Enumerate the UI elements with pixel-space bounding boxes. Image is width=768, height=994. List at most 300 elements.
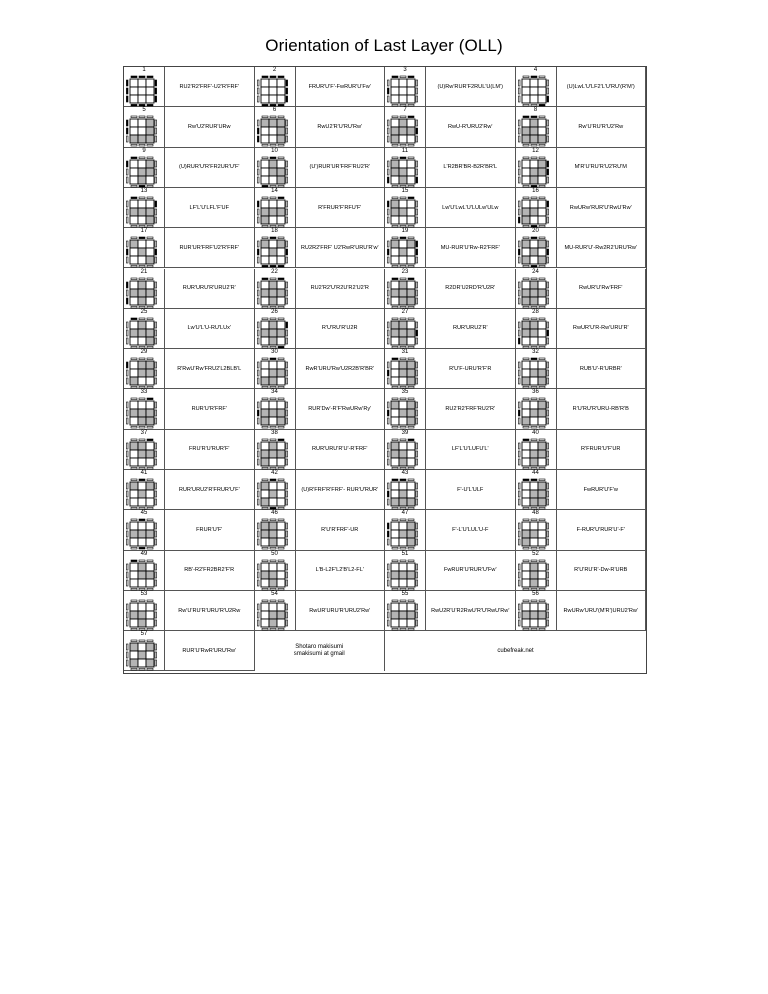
sticker-2 <box>269 603 277 611</box>
oll-case-cell <box>516 188 647 228</box>
oll-case-diagram <box>386 75 424 107</box>
sticker-1 <box>391 321 399 329</box>
oll-case-diagram <box>517 317 555 349</box>
side-indicator <box>131 398 137 400</box>
oll-case-cell <box>516 551 647 591</box>
sticker-9 <box>277 176 285 184</box>
sticker-9 <box>277 538 285 546</box>
side-indicator <box>270 398 276 400</box>
oll-case-diagram <box>256 317 294 349</box>
oll-case-diagram <box>386 478 424 510</box>
case-number: 11 <box>401 147 409 154</box>
side-indicator <box>539 467 545 469</box>
sticker-6 <box>277 490 285 498</box>
side-indicator <box>531 145 537 147</box>
case-number: 19 <box>401 228 409 235</box>
algorithm-text: RUR'URU2'R'FRUR'U'F' <box>178 486 240 493</box>
side-indicator <box>531 628 537 630</box>
sticker-9 <box>277 417 285 425</box>
side-indicator <box>387 572 389 578</box>
sticker-8 <box>399 176 407 184</box>
sticker-4 <box>522 329 530 337</box>
sticker-4 <box>130 490 138 498</box>
side-indicator <box>392 145 398 147</box>
side-indicator <box>155 217 157 223</box>
author-email: smakisumi at gmail <box>293 651 345 658</box>
oll-case-diagram <box>386 277 424 309</box>
sticker-1 <box>522 563 530 571</box>
case-number: 29 <box>140 349 148 356</box>
side-indicator <box>518 88 520 94</box>
sticker-1 <box>261 361 269 369</box>
side-indicator <box>155 483 157 489</box>
side-indicator <box>286 620 288 626</box>
side-indicator <box>139 669 145 671</box>
sticker-4 <box>261 571 269 579</box>
side-indicator <box>131 427 137 429</box>
sticker-6 <box>407 87 415 95</box>
side-indicator <box>286 531 288 537</box>
side-indicator <box>416 217 418 223</box>
sticker-4 <box>391 208 399 216</box>
side-indicator <box>400 76 406 78</box>
side-indicator <box>392 386 398 388</box>
sticker-3 <box>407 401 415 409</box>
sticker-3 <box>146 79 154 87</box>
oll-case-cell <box>255 430 386 470</box>
side-indicator <box>518 241 520 247</box>
case-number: 12 <box>532 147 539 154</box>
side-indicator <box>270 560 276 562</box>
algorithm-text: RwU-R'URU2'Rw' <box>447 123 493 130</box>
sticker-9 <box>538 538 546 546</box>
side-indicator <box>155 459 157 465</box>
side-indicator <box>547 378 549 384</box>
oll-case-diagram <box>517 559 555 591</box>
side-indicator <box>126 459 128 465</box>
sticker-7 <box>391 579 399 587</box>
case-number: 40 <box>532 429 539 436</box>
sticker-1 <box>522 321 530 329</box>
side-indicator <box>155 620 157 626</box>
sticker-5 <box>269 409 277 417</box>
side-indicator <box>257 499 259 505</box>
side-indicator <box>270 225 276 227</box>
sticker-7 <box>130 579 138 587</box>
sticker-6 <box>277 369 285 377</box>
sticker-8 <box>530 256 538 264</box>
side-indicator <box>539 278 545 280</box>
side-indicator <box>270 386 276 388</box>
sticker-3 <box>538 361 546 369</box>
sticker-7 <box>130 297 138 305</box>
side-indicator <box>155 330 157 336</box>
side-indicator <box>416 88 418 94</box>
sticker-3 <box>407 482 415 490</box>
sticker-8 <box>530 95 538 103</box>
side-indicator <box>155 201 157 207</box>
side-indicator <box>286 128 288 134</box>
side-indicator <box>416 604 418 610</box>
side-indicator <box>400 560 406 562</box>
algorithm-text: Rw'U'RU'R'URU'R'U2Rw <box>178 607 241 614</box>
sticker-5 <box>399 329 407 337</box>
side-indicator <box>531 507 537 509</box>
oll-case-cell <box>516 389 647 429</box>
sticker-3 <box>277 119 285 127</box>
side-indicator <box>416 338 418 344</box>
side-indicator <box>539 237 545 239</box>
side-indicator <box>539 157 545 159</box>
case-number: 3 <box>403 67 407 73</box>
algorithm-text: R'FRUR'F'RFU'F' <box>318 204 362 211</box>
sticker-7 <box>261 256 269 264</box>
sticker-8 <box>530 135 538 143</box>
side-indicator <box>155 322 157 328</box>
sticker-6 <box>538 369 546 377</box>
sticker-7 <box>130 377 138 385</box>
side-indicator <box>155 499 157 505</box>
sticker-2 <box>138 563 146 571</box>
side-indicator <box>139 157 145 159</box>
algorithm-text: RwU2'R'U'RU'Rw' <box>317 123 363 130</box>
sticker-8 <box>530 337 538 345</box>
sticker-8 <box>399 337 407 345</box>
sticker-7 <box>391 619 399 627</box>
side-indicator <box>523 600 529 602</box>
sticker-8 <box>399 216 407 224</box>
oll-case-cell <box>516 309 647 349</box>
side-indicator <box>531 386 537 388</box>
sticker-2 <box>269 522 277 530</box>
side-indicator <box>416 161 418 167</box>
sticker-8 <box>138 337 146 345</box>
side-indicator <box>126 209 128 215</box>
sticker-2 <box>399 603 407 611</box>
side-indicator <box>531 237 537 239</box>
sticker-9 <box>277 619 285 627</box>
sticker-3 <box>538 240 546 248</box>
sticker-3 <box>146 563 154 571</box>
sticker-6 <box>277 87 285 95</box>
side-indicator <box>126 483 128 489</box>
sticker-6 <box>146 329 154 337</box>
sticker-8 <box>399 377 407 385</box>
oll-case-cell <box>255 148 386 188</box>
side-indicator <box>286 539 288 545</box>
sticker-9 <box>146 216 154 224</box>
case-number: 10 <box>271 147 278 154</box>
side-indicator <box>400 278 406 280</box>
side-indicator <box>278 266 284 268</box>
side-indicator <box>278 197 284 199</box>
side-indicator <box>518 572 520 578</box>
sticker-2 <box>530 482 538 490</box>
side-indicator <box>126 378 128 384</box>
sticker-7 <box>261 135 269 143</box>
sticker-5 <box>530 369 538 377</box>
side-indicator <box>270 628 276 630</box>
side-indicator <box>257 491 259 497</box>
side-indicator <box>270 346 276 348</box>
oll-case-diagram <box>517 357 555 389</box>
sticker-5 <box>138 329 146 337</box>
side-indicator <box>392 306 398 308</box>
sticker-4 <box>522 127 530 135</box>
sticker-8 <box>138 135 146 143</box>
side-indicator <box>147 507 153 509</box>
side-indicator <box>262 225 268 227</box>
side-indicator <box>126 451 128 457</box>
side-indicator <box>387 241 389 247</box>
sticker-3 <box>538 200 546 208</box>
side-indicator <box>392 318 398 320</box>
side-indicator <box>257 410 259 416</box>
side-indicator <box>400 439 406 441</box>
oll-case-cell <box>255 510 386 550</box>
side-indicator <box>126 410 128 416</box>
sticker-1 <box>261 563 269 571</box>
side-indicator <box>257 169 259 175</box>
side-indicator <box>147 278 153 280</box>
sticker-5 <box>138 87 146 95</box>
side-indicator <box>131 548 137 550</box>
side-indicator <box>126 322 128 328</box>
case-number: 25 <box>140 308 148 315</box>
sticker-3 <box>407 79 415 87</box>
side-indicator <box>126 572 128 578</box>
side-indicator <box>278 427 284 429</box>
side-indicator <box>131 519 137 521</box>
side-indicator <box>262 386 268 388</box>
sticker-3 <box>538 321 546 329</box>
side-indicator <box>387 362 389 368</box>
sticker-1 <box>391 401 399 409</box>
side-indicator <box>523 76 529 78</box>
oll-case-diagram <box>256 115 294 147</box>
side-indicator <box>547 177 549 183</box>
sticker-8 <box>269 216 277 224</box>
side-indicator <box>286 604 288 610</box>
sticker-6 <box>277 450 285 458</box>
sticker-4 <box>391 450 399 458</box>
sticker-5 <box>269 369 277 377</box>
sticker-4 <box>522 248 530 256</box>
oll-case-cell <box>255 389 386 429</box>
sticker-9 <box>146 579 154 587</box>
side-indicator <box>270 358 276 360</box>
side-indicator <box>262 519 268 521</box>
sticker-5 <box>399 369 407 377</box>
sticker-3 <box>407 563 415 571</box>
side-indicator <box>518 564 520 570</box>
side-indicator <box>286 209 288 215</box>
sticker-5 <box>530 289 538 297</box>
side-indicator <box>286 491 288 497</box>
sticker-2 <box>530 603 538 611</box>
side-indicator <box>126 257 128 263</box>
side-indicator <box>278 398 284 400</box>
side-indicator <box>416 241 418 247</box>
sticker-1 <box>130 240 138 248</box>
side-indicator <box>518 370 520 376</box>
side-indicator <box>416 402 418 408</box>
side-indicator <box>539 479 545 481</box>
sticker-9 <box>277 458 285 466</box>
side-indicator <box>400 157 406 159</box>
side-indicator <box>286 451 288 457</box>
sticker-6 <box>277 571 285 579</box>
side-indicator <box>539 628 545 630</box>
side-indicator <box>387 177 389 183</box>
sticker-9 <box>146 176 154 184</box>
oll-case-diagram <box>256 518 294 550</box>
side-indicator <box>387 257 389 263</box>
side-indicator <box>408 600 414 602</box>
side-indicator <box>147 600 153 602</box>
side-indicator <box>408 237 414 239</box>
sticker-7 <box>522 619 530 627</box>
sticker-8 <box>399 579 407 587</box>
side-indicator <box>531 225 537 227</box>
side-indicator <box>126 402 128 408</box>
side-indicator <box>286 330 288 336</box>
oll-case-cell <box>385 67 516 107</box>
sticker-5 <box>399 87 407 95</box>
sticker-2 <box>530 160 538 168</box>
side-indicator <box>408 225 414 227</box>
sticker-4 <box>522 611 530 619</box>
side-indicator <box>387 612 389 618</box>
sticker-8 <box>138 498 146 506</box>
sticker-8 <box>530 176 538 184</box>
case-number: 9 <box>142 147 146 154</box>
side-indicator <box>155 652 157 658</box>
sticker-7 <box>130 619 138 627</box>
oll-case-diagram <box>125 559 163 591</box>
side-indicator <box>518 459 520 465</box>
algorithm-text: R'U'F-URU'R'F'R <box>449 365 492 372</box>
side-indicator <box>139 185 145 187</box>
side-indicator <box>539 266 545 268</box>
oll-case-cell <box>385 470 516 510</box>
side-indicator <box>518 378 520 384</box>
sticker-5 <box>399 571 407 579</box>
side-indicator <box>392 225 398 227</box>
side-indicator <box>278 185 284 187</box>
sticker-6 <box>538 409 546 417</box>
side-indicator <box>408 398 414 400</box>
side-indicator <box>155 443 157 449</box>
side-indicator <box>286 88 288 94</box>
side-indicator <box>286 136 288 142</box>
side-indicator <box>278 225 284 227</box>
sticker-2 <box>269 160 277 168</box>
side-indicator <box>126 80 128 86</box>
sticker-8 <box>138 95 146 103</box>
side-indicator <box>286 298 288 304</box>
side-indicator <box>547 572 549 578</box>
side-indicator <box>286 161 288 167</box>
side-indicator <box>518 418 520 424</box>
side-indicator <box>131 507 137 509</box>
case-number: 39 <box>401 429 409 436</box>
oll-case-cell <box>385 107 516 147</box>
sticker-7 <box>522 256 530 264</box>
side-indicator <box>523 266 529 268</box>
sticker-2 <box>399 522 407 530</box>
sticker-1 <box>261 442 269 450</box>
sticker-7 <box>261 176 269 184</box>
sticker-2 <box>399 160 407 168</box>
sticker-5 <box>399 611 407 619</box>
case-number: 2 <box>272 67 277 73</box>
side-indicator <box>262 157 268 159</box>
side-indicator <box>139 479 145 481</box>
side-indicator <box>257 161 259 167</box>
side-indicator <box>518 451 520 457</box>
sticker-2 <box>269 119 277 127</box>
case-number: 13 <box>140 187 148 194</box>
side-indicator <box>155 451 157 457</box>
sticker-4 <box>130 87 138 95</box>
sticker-7 <box>130 216 138 224</box>
sticker-1 <box>130 200 138 208</box>
oll-case-diagram <box>386 559 424 591</box>
oll-case-diagram <box>386 156 424 188</box>
side-indicator <box>387 418 389 424</box>
sticker-2 <box>530 321 538 329</box>
oll-case-diagram <box>517 115 555 147</box>
side-indicator <box>408 306 414 308</box>
side-indicator <box>286 523 288 529</box>
side-indicator <box>416 362 418 368</box>
sticker-8 <box>138 458 146 466</box>
side-indicator <box>131 669 137 671</box>
oll-case-diagram <box>125 317 163 349</box>
sticker-3 <box>538 79 546 87</box>
side-indicator <box>518 161 520 167</box>
side-indicator <box>518 491 520 497</box>
side-indicator <box>126 491 128 497</box>
oll-case-cell <box>516 430 647 470</box>
oll-case-cell <box>124 591 255 631</box>
sticker-5 <box>269 490 277 498</box>
sticker-5 <box>269 329 277 337</box>
side-indicator <box>278 358 284 360</box>
side-indicator <box>155 564 157 570</box>
sticker-7 <box>261 297 269 305</box>
sticker-4 <box>391 571 399 579</box>
sticker-6 <box>538 611 546 619</box>
side-indicator <box>547 298 549 304</box>
sticker-2 <box>530 281 538 289</box>
algorithm-text: RU2'R2'U'R2U'R2'U2'R <box>310 285 369 292</box>
algorithm-text: F'-L'U'LUL'U-F <box>452 526 489 533</box>
sticker-4 <box>261 490 269 498</box>
side-indicator <box>392 116 398 118</box>
side-indicator <box>262 358 268 360</box>
side-indicator <box>387 338 389 344</box>
algorithm-text: RUR'U'R'FRF' <box>191 406 227 413</box>
side-indicator <box>155 604 157 610</box>
side-indicator <box>278 116 284 118</box>
sticker-5 <box>269 450 277 458</box>
side-indicator <box>387 483 389 489</box>
side-indicator <box>518 201 520 207</box>
sticker-2 <box>269 442 277 450</box>
sticker-5 <box>530 329 538 337</box>
